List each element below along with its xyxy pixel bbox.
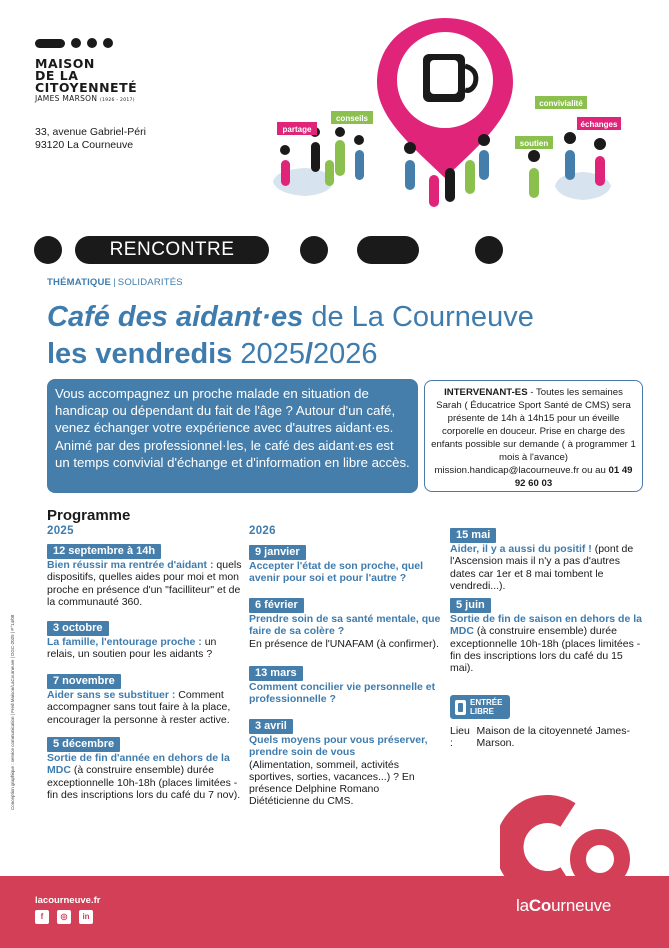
event-item	[450, 528, 644, 598]
event-item	[249, 598, 441, 666]
event-text: (pont de l'Ascension mais il n'y a pas d'autres dates car 1er et 8 mai tombent le vendredi...).	[450, 543, 634, 592]
tag-soutien: soutien	[519, 139, 549, 148]
event-date: 5 décembre	[47, 737, 120, 752]
social-icons	[35, 910, 93, 924]
event-date: 3 avril	[249, 719, 293, 734]
intervenants-text: - Toutes les semaines Sarah ( Éducatrice Sport Santé de CMS) sera présente de 14h à 14h15 pour un éveille corporelle en douceur. Prise en charge des enfants possible sur demande ( à programmer 1 mois à l'avance) mission.handicap@lacourneuve.fr ou au	[431, 387, 636, 476]
title-cafe: Café des aidant·es	[47, 301, 304, 333]
org-dates: (1926 - 2017)	[99, 98, 135, 103]
org-sub	[35, 94, 137, 106]
event-date: 3 octobre	[47, 621, 109, 636]
event-question: Aider sans se substituer :	[47, 689, 176, 701]
badge-line1: ENTRÉE	[470, 698, 503, 707]
intervenants-label: INTERVENANT-ES	[444, 387, 528, 398]
event-text: (à construire ensemble) durée exceptionnelle 10h-18h (places limitées - fin des inscriptions lors du café du 7 nov).	[47, 764, 241, 801]
intervenants-box	[424, 380, 643, 492]
brand-dot	[87, 38, 97, 48]
org-line3: CITOYENNETÉ	[35, 80, 138, 95]
org-logo-text	[35, 58, 137, 106]
event-question: Accepter l'état de son proche, quel avenir pour soi et pour l'autre ?	[249, 560, 424, 585]
event-question: Sortie de fin de saison en dehors de la MDC	[450, 613, 642, 638]
programme-title: Programme	[47, 507, 131, 524]
event-date: 6 février	[249, 598, 304, 613]
title-vendredis: les vendredis	[47, 338, 233, 370]
thematique-value: SOLIDARITÉS	[117, 277, 183, 288]
thematique	[47, 277, 183, 288]
logo-la: la	[516, 896, 529, 915]
event-question: Comment concilier vie personnelle et professionnelle ?	[249, 681, 436, 706]
col-2026	[249, 545, 441, 808]
event-date: 7 novembre	[47, 674, 121, 689]
tag-partage: partage	[282, 125, 312, 134]
address-line1: 33, avenue Gabriel-Péri	[35, 126, 146, 138]
brand-dots	[35, 38, 113, 48]
org-line2: DE LA	[35, 68, 79, 83]
event-item	[249, 666, 441, 719]
intro-box	[47, 379, 418, 493]
event-item	[450, 598, 644, 695]
event-item	[47, 674, 243, 737]
address	[35, 126, 146, 152]
address-line2: 93120 La Courneuve	[35, 139, 134, 151]
title-line1	[47, 299, 534, 335]
event-date: 13 mars	[249, 666, 303, 681]
thematique-label: THÉMATIQUE	[47, 277, 112, 288]
event-type-label: RENCONTRE	[75, 236, 269, 264]
tag-conseils: conseils	[335, 114, 369, 123]
door-icon	[455, 700, 466, 715]
badge-text	[470, 698, 502, 716]
year-2025: 2025	[47, 525, 74, 537]
title-year-start: 2025	[232, 338, 305, 370]
event-question: Prendre soin de sa santé mentale, que faire de sa colère ?	[249, 613, 441, 638]
event-date: 12 septembre à 14h	[47, 544, 161, 559]
title-line2	[47, 336, 378, 372]
footer-url[interactable]: lacourneuve.fr	[35, 895, 101, 906]
brand-dot	[103, 38, 113, 48]
event-item	[249, 545, 441, 598]
graphic-credit: Conception graphique : service communication | Fred Maison/LaCourneuve | DGC-2025 | P°14/08	[10, 614, 15, 810]
org-subname: JAMES MARSON	[35, 94, 98, 103]
event-text: En présence de l'UNAFAM (à confirmer).	[249, 637, 439, 650]
bar-pill	[357, 236, 419, 264]
brand-dot	[71, 38, 81, 48]
badge-line2: LIBRE	[470, 707, 494, 716]
footer	[0, 876, 669, 948]
intro-text: Vous accompagnez un proche malade en situation de handicap ou dépendant du fait de l'âge ? Autour d'un café, venez échanger votre expérience avec d'autres aidant·es. Animé par des professionnel·les, le café des aidant·es est un temps convivial d'échange et d'information en libre accès.	[55, 386, 410, 470]
tag-echanges: échanges	[580, 120, 618, 129]
tag-convivialite: convivialité	[539, 99, 583, 108]
thematique-separator: |	[113, 277, 116, 288]
title-slash: /	[304, 338, 314, 370]
intervenants-phone: 01 49 92 60 03	[514, 465, 633, 489]
logo-urneuve: urneuve	[551, 896, 612, 915]
event-text: (à construire ensemble) durée exceptionnelle 10h-18h (places limitées - fin des inscriptions lors du café du 15 mai).	[450, 625, 641, 675]
entree-libre-badge	[450, 695, 510, 719]
event-date: 15 mai	[450, 528, 496, 543]
linkedin-icon[interactable]: in	[79, 910, 93, 924]
rencontre-bar	[0, 236, 669, 264]
instagram-icon[interactable]: ◎	[57, 910, 71, 924]
event-item	[47, 737, 243, 801]
event-question: Bien réussir ma rentrée d'aidant :	[47, 559, 214, 571]
event-question: La famille, l'entourage proche :	[47, 636, 202, 648]
bar-dot-mid	[300, 236, 328, 264]
bar-dot-left	[34, 236, 62, 264]
lacourneuve-logo	[516, 896, 611, 916]
logo-co: Co	[528, 896, 552, 915]
event-question: Sortie de fin d'année en dehors de la MDC	[47, 752, 230, 777]
event-text: Comment accompagner sans tout faire à la place, encourager la personne à rester active.	[47, 689, 231, 726]
title-year-end: 2026	[313, 338, 378, 370]
event-text: quels dispositifs, quelles aides pour moi et mon proche en présence d'un "facilliteur" et de la communauté 360.	[47, 559, 242, 608]
event-text: (Alimentation, sommeil, activités sportives, sorties, vacances...) ? En présence Delphine Romano Diététicienne du CMS.	[249, 758, 415, 808]
event-item	[47, 544, 243, 621]
event-item	[249, 719, 441, 808]
facebook-icon[interactable]: f	[35, 910, 49, 924]
event-date: 5 juin	[450, 598, 491, 613]
lieu-value: Maison de la citoyenneté James-Marson.	[476, 725, 630, 750]
event-question: Aider, il y a aussi du positif !	[450, 543, 592, 555]
event-date: 9 janvier	[249, 545, 306, 560]
title-city: de La Courneuve	[303, 301, 534, 333]
col-2025	[47, 544, 243, 801]
event-text: un relais, un soutien pour les aidants ?	[47, 636, 217, 661]
co-logo-icon	[500, 795, 635, 885]
bar-dot-right	[475, 236, 503, 264]
year-2026: 2026	[249, 525, 276, 537]
col-2026b	[450, 528, 644, 750]
group-left	[273, 127, 364, 196]
lieu	[450, 725, 644, 750]
cafe-illustration	[265, 10, 625, 220]
brand-dot-pill	[35, 39, 65, 48]
lieu-label: Lieu :	[450, 725, 470, 750]
org-line1: MAISON	[35, 56, 95, 71]
event-item	[47, 621, 243, 674]
event-question: Quels moyens pour vous préserver, prendre soin de vous	[249, 734, 428, 759]
